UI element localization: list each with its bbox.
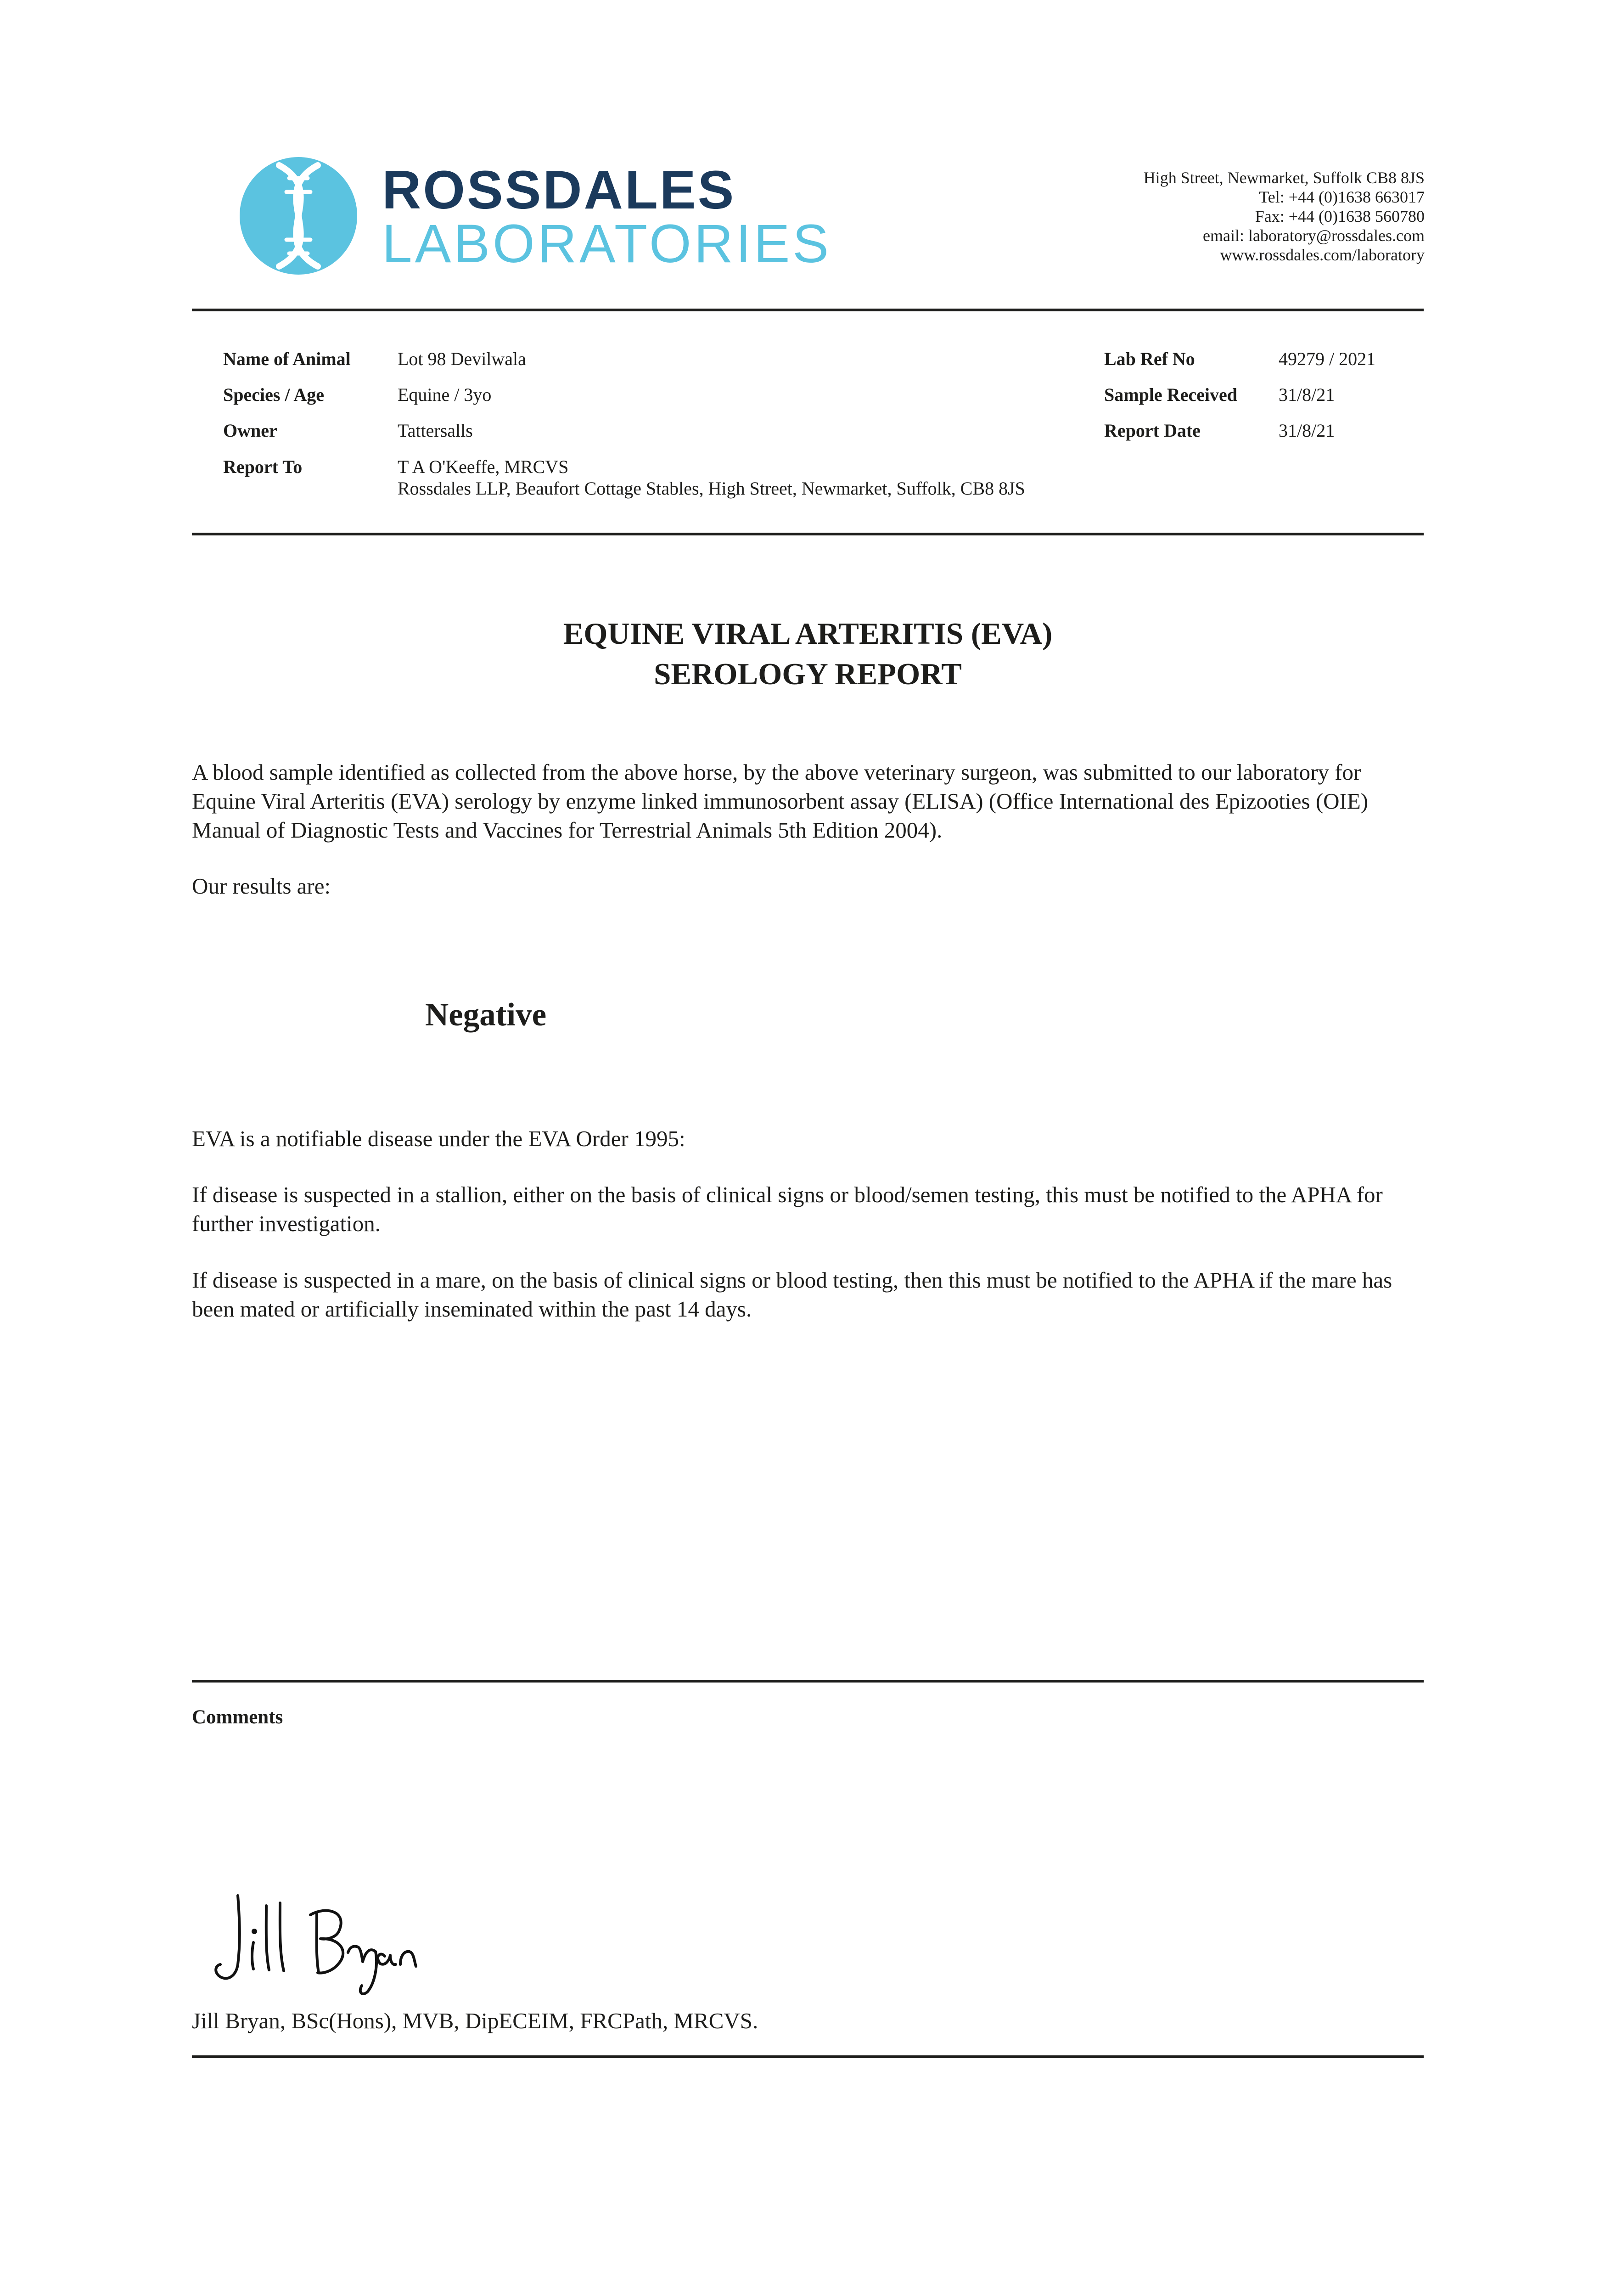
owner-value: Tattersalls <box>398 420 473 441</box>
report-date-value: 31/8/21 <box>1279 420 1335 441</box>
comments-label: Comments <box>192 1706 283 1728</box>
address-tel: Tel: +44 (0)1638 663017 <box>1259 188 1425 206</box>
comments-divider <box>192 1680 1424 1683</box>
header-divider <box>192 309 1424 311</box>
address-street: High Street, Newmarket, Suffolk CB8 8JS <box>1143 169 1425 187</box>
address-fax: Fax: +44 (0)1638 560780 <box>1255 207 1425 225</box>
intro-paragraph: A blood sample identified as collected from the above horse, by the above veterinary surgeon, was submitted to our laboratory for Equine Viral Arteritis (EVA) serology by enzyme linked immunosorbent assay (ELISA) (Office International des Epizooties (OIE) Manual of Diagnostic Tests and Vaccines for Terrestrial Animals 5th Edition 2004). <box>192 760 1369 843</box>
signer-credentials: Jill Bryan, BSc(Hons), MVB, DipECEIM, FRCPath, MRCVS. <box>192 2008 758 2033</box>
report-date-label: Report Date <box>1104 420 1201 441</box>
dna-logo-icon <box>239 156 358 276</box>
signature-image <box>202 1887 441 1998</box>
mare-paragraph: If disease is suspected in a mare, on the basis of clinical signs or blood testing, then this must be notified to the APHA if the mare has been mated or artificially inseminated within the past 14 days. <box>192 1267 1392 1322</box>
species-age-value: Equine / 3yo <box>398 384 492 405</box>
species-age-label: Species / Age <box>223 384 324 405</box>
report-title <box>192 613 1424 694</box>
test-result: Negative <box>425 997 547 1033</box>
info-divider <box>192 533 1424 535</box>
report-title-line1: EQUINE VIRAL ARTERITIS (EVA) <box>563 617 1053 651</box>
brand-subtitle: LABORATORIES <box>382 214 832 274</box>
address-website[interactable]: www.rossdales.com/laboratory <box>1220 246 1425 264</box>
lab-ref-value: 49279 / 2021 <box>1279 349 1376 369</box>
results-intro: Our results are: <box>192 873 331 899</box>
owner-label: Owner <box>223 420 277 441</box>
report-title-line2: SEROLOGY REPORT <box>654 657 962 691</box>
name-of-animal-label: Name of Animal <box>223 349 351 369</box>
name-of-animal-value: Lot 98 Devilwala <box>398 349 526 369</box>
lab-ref-label: Lab Ref No <box>1104 349 1195 369</box>
brand-name: ROSSDALES <box>382 160 736 220</box>
footer-divider <box>192 2055 1424 2058</box>
report-to-address: Rossdales LLP, Beaufort Cottage Stables, High Street, Newmarket, Suffolk, CB8 8JS <box>398 478 1025 499</box>
lab-address <box>874 168 1425 264</box>
sample-received-value: 31/8/21 <box>1279 384 1335 405</box>
report-to-name: T A O'Keeffe, MRCVS <box>398 456 569 477</box>
stallion-paragraph: If disease is suspected in a stallion, either on the basis of clinical signs or blood/semen testing, this must be notified to the APHA for further investigation. <box>192 1182 1383 1236</box>
address-email[interactable]: email: laboratory@rossdales.com <box>1202 226 1425 245</box>
notifiable-paragraph: EVA is a notifiable disease under the EVA Order 1995: <box>192 1126 685 1151</box>
report-to-label: Report To <box>223 456 303 477</box>
sample-received-label: Sample Received <box>1104 384 1237 405</box>
